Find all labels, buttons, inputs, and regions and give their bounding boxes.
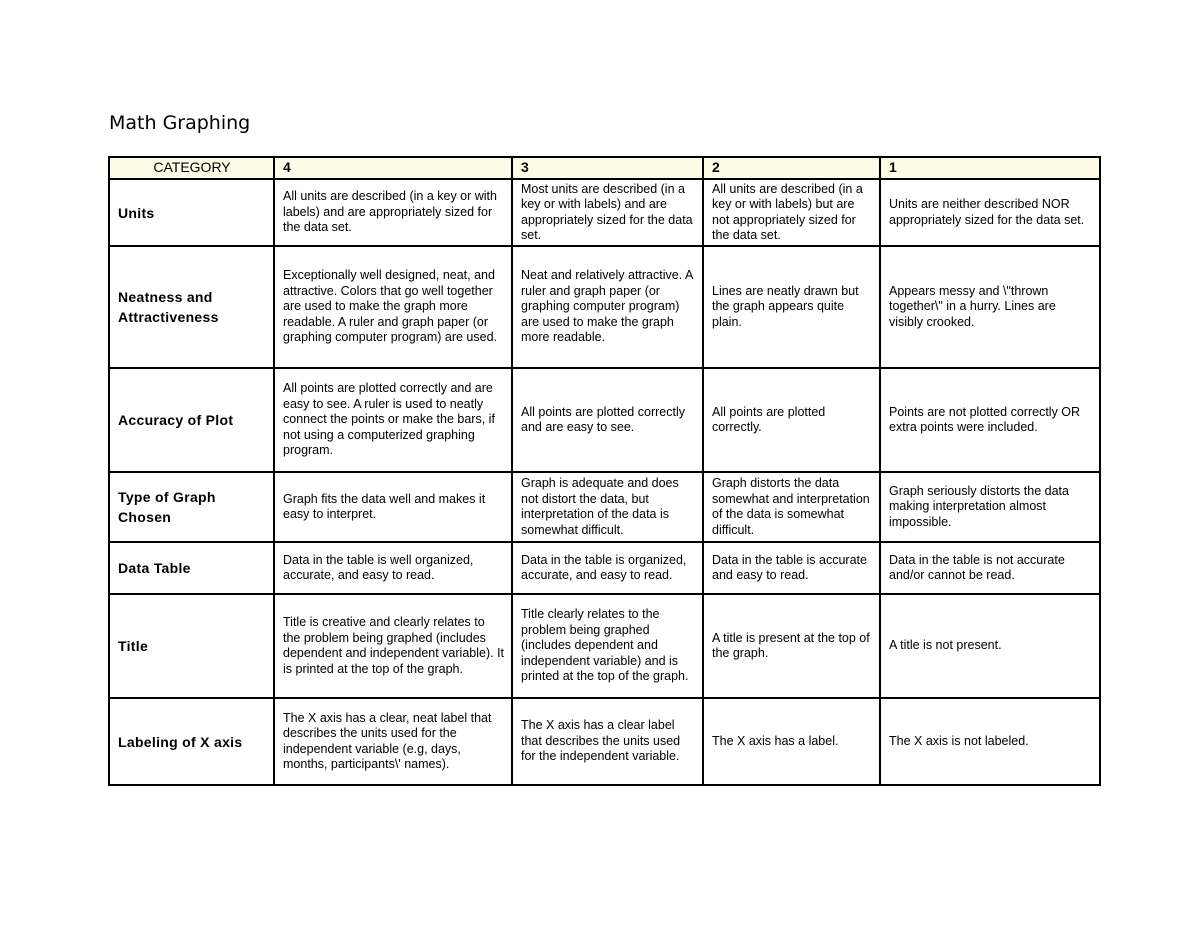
table-row xyxy=(109,698,1100,785)
header-score-3: 3 xyxy=(512,157,703,179)
table-row xyxy=(109,368,1100,472)
table-cell: Most units are described (in a key or with labels) and are appropriately sized for the data set. xyxy=(512,179,703,246)
table-row xyxy=(109,542,1100,594)
table-row xyxy=(109,594,1100,698)
rubric-table xyxy=(108,156,1101,786)
header-category: CATEGORY xyxy=(109,157,274,179)
table-cell: The X axis is not labeled. xyxy=(880,698,1100,785)
table-cell: All points are plotted correctly and are easy to see. xyxy=(512,368,703,472)
table-cell: A title is present at the top of the graph. xyxy=(703,594,880,698)
table-cell: Graph fits the data well and makes it easy to interpret. xyxy=(274,472,512,542)
table-cell: Data in the table is well organized, accurate, and easy to read. xyxy=(274,542,512,594)
table-cell: The X axis has a label. xyxy=(703,698,880,785)
row-category: Title xyxy=(109,594,274,698)
header-score-2: 2 xyxy=(703,157,880,179)
table-row xyxy=(109,179,1100,246)
table-cell: Appears messy and \"thrown together\" in a hurry. Lines are visibly crooked. xyxy=(880,246,1100,368)
row-category: Neatness and Attractiveness xyxy=(109,246,274,368)
row-category: Labeling of X axis xyxy=(109,698,274,785)
table-cell: The X axis has a clear, neat label that describes the units used for the independent variable (e.g, days, months, participants\' names). xyxy=(274,698,512,785)
table-cell: All points are plotted correctly. xyxy=(703,368,880,472)
table-cell: All units are described (in a key or with labels) but are not appropriately sized for the data set. xyxy=(703,179,880,246)
table-cell: Data in the table is not accurate and/or cannot be read. xyxy=(880,542,1100,594)
table-cell: Graph seriously distorts the data making interpretation almost impossible. xyxy=(880,472,1100,542)
table-cell: All points are plotted correctly and are easy to see. A ruler is used to neatly connect the points or make the bars, if not using a computerized graphing program. xyxy=(274,368,512,472)
row-category: Units xyxy=(109,179,274,246)
table-cell: Title clearly relates to the problem being graphed (includes dependent and independent variable) and is printed at the top of the graph. xyxy=(512,594,703,698)
table-cell: A title is not present. xyxy=(880,594,1100,698)
page-title: Math Graphing xyxy=(109,112,251,134)
table-cell: Graph is adequate and does not distort the data, but interpretation of the data is somewhat difficult. xyxy=(512,472,703,542)
row-category: Type of Graph Chosen xyxy=(109,472,274,542)
table-cell: Data in the table is organized, accurate, and easy to read. xyxy=(512,542,703,594)
table-cell: Exceptionally well designed, neat, and attractive. Colors that go well together are used to make the graph more readable. A ruler and graph paper (or graphing computer program) are used. xyxy=(274,246,512,368)
header-score-4: 4 xyxy=(274,157,512,179)
table-cell: All units are described (in a key or with labels) and are appropriately sized for the data set. xyxy=(274,179,512,246)
row-category: Data Table xyxy=(109,542,274,594)
table-cell: Graph distorts the data somewhat and interpretation of the data is somewhat difficult. xyxy=(703,472,880,542)
table-cell: Units are neither described NOR appropriately sized for the data set. xyxy=(880,179,1100,246)
table-row xyxy=(109,246,1100,368)
table-cell: The X axis has a clear label that describes the units used for the independent variable. xyxy=(512,698,703,785)
table-row xyxy=(109,472,1100,542)
table-cell: Neat and relatively attractive. A ruler and graph paper (or graphing computer program) are used to make the graph more readable. xyxy=(512,246,703,368)
table-cell: Title is creative and clearly relates to the problem being graphed (includes dependent and independent variable). It is printed at the top of the graph. xyxy=(274,594,512,698)
table-cell: Lines are neatly drawn but the graph appears quite plain. xyxy=(703,246,880,368)
table-cell: Points are not plotted correctly OR extra points were included. xyxy=(880,368,1100,472)
table-cell: Data in the table is accurate and easy to read. xyxy=(703,542,880,594)
header-row xyxy=(109,157,1100,179)
row-category: Accuracy of Plot xyxy=(109,368,274,472)
header-score-1: 1 xyxy=(880,157,1100,179)
